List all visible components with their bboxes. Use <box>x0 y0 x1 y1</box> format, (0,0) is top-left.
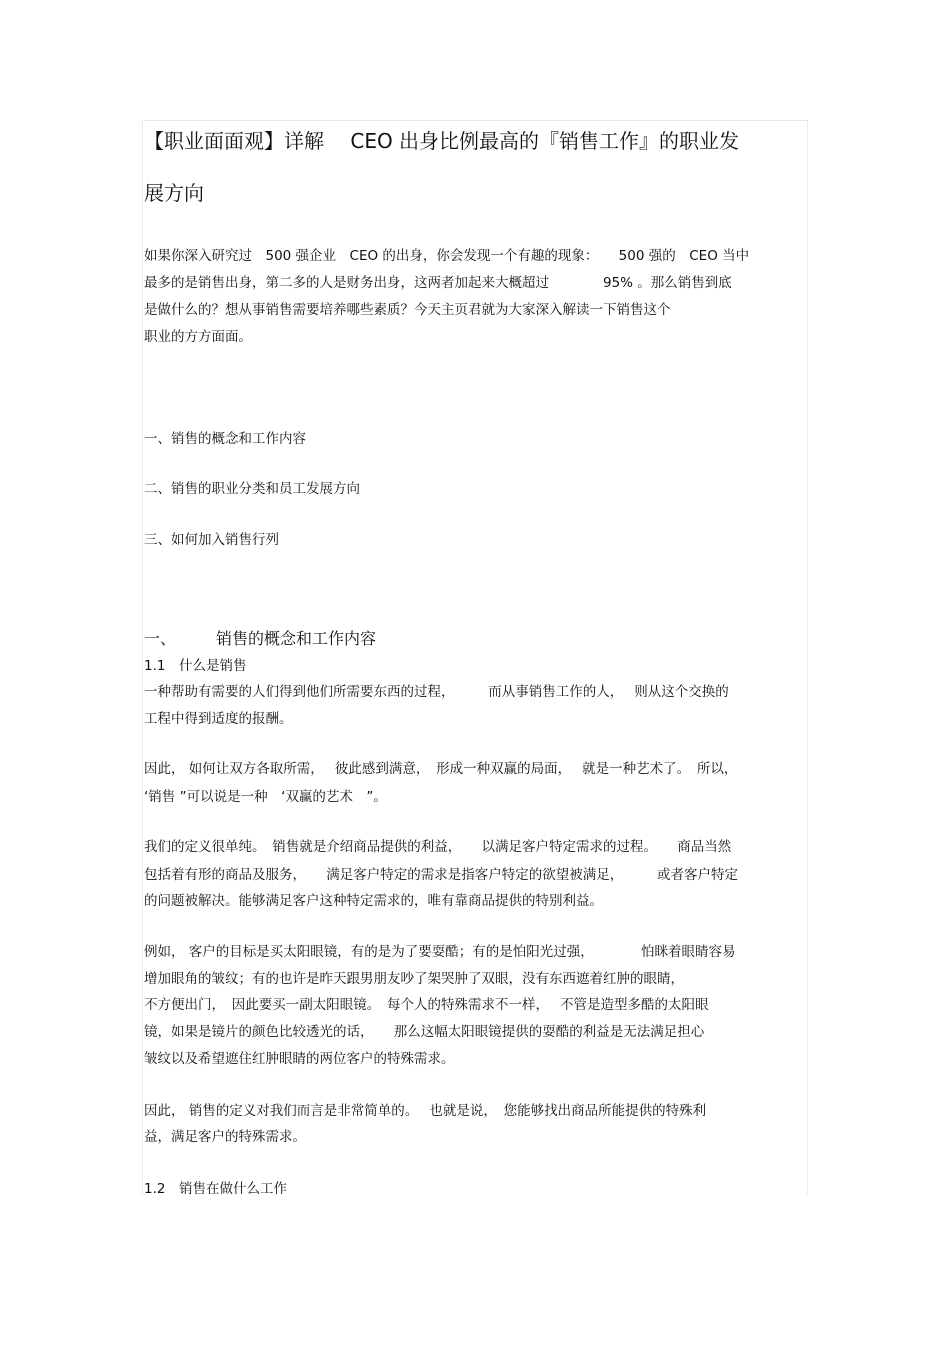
section-1-heading: 一、 销售的概念和工作内容 <box>144 629 377 648</box>
intro-line-2: 最多的是销售出身，第二多的人是财务出身，这两者加起来大概超过 95% 。那么销售到底 <box>144 275 732 291</box>
page-title-line-1: 【职业面面观】详解 CEO 出身比例最高的『销售工作』的职业发 <box>144 129 740 153</box>
para4-line-2: 增加眼角的皱纹；有的也许是昨天跟男朋友吵了架哭肿了双眼，没有东西遮着红肿的眼睛， <box>144 971 684 987</box>
para4-line-3: 不方便出门， 因此要买一副太阳眼镜。 每个人的特殊需求不一样， 不管是造型多酷的太阳眼 <box>144 997 709 1013</box>
para2-line-2: ‘销售 ”可以说是一种 ‘双赢的艺术 ”。 <box>144 789 387 805</box>
intro-line-1: 如果你深入研究过 500 强企业 CEO 的出身，你会发现一个有趣的现象： 500 强的 CEO 当中 <box>144 248 750 264</box>
para1-line-1: 一种帮助有需要的人们得到他们所需要东西的过程， 而从事销售工作的人， 则从这个交换的 <box>144 684 729 700</box>
para4-line-4: 镜，如果是镜片的颜色比较透光的话， 那么这幅太阳眼镜提供的耍酷的利益是无法满足担心 <box>144 1024 705 1040</box>
para4-line-1: 例如， 客户的目标是买太阳眼镜，有的是为了要耍酷；有的是怕阳光过强， 怕眯着眼睛容易 <box>144 944 736 960</box>
para3-line-2: 包括着有形的商品及服务， 满足客户特定的需求是指客户特定的欲望被满足， 或者客户特定 <box>144 867 738 883</box>
para1-line-2: 工程中得到适度的报酬。 <box>144 711 293 727</box>
toc-item-3: 三、如何加入销售行列 <box>144 532 279 548</box>
para5-line-2: 益，满足客户的特殊需求。 <box>144 1129 306 1145</box>
subsection-1-2-heading: 1.2 销售在做什么工作 <box>144 1181 287 1197</box>
subsection-1-1-heading: 1.1 什么是销售 <box>144 658 247 674</box>
page-title-line-2: 展方向 <box>144 181 204 205</box>
para3-line-3: 的问题被解决。能够满足客户这种特定需求的，唯有靠商品提供的特别利益。 <box>144 893 603 909</box>
para3-line-1: 我们的定义很单纯。 销售就是介绍商品提供的利益， 以满足客户特定需求的过程。 商品当然 <box>144 839 732 855</box>
intro-line-4: 职业的方方面面。 <box>144 329 252 345</box>
para2-line-1: 因此， 如何让双方各取所需， 彼此感到满意， 形成一种双赢的局面， 就是一种艺术了。 所以， <box>144 761 738 777</box>
intro-line-3: 是做什么的？想从事销售需要培养哪些素质？今天主页君就为大家深入解读一下销售这个 <box>144 302 671 318</box>
para5-line-1: 因此， 销售的定义对我们而言是非常简单的。 也就是说， 您能够找出商品所能提供的特殊利 <box>144 1103 707 1119</box>
para4-line-5: 皱纹以及希望遮住红肿眼睛的两位客户的特殊需求。 <box>144 1051 455 1067</box>
toc-item-1: 一、销售的概念和工作内容 <box>144 431 306 447</box>
toc-item-2: 二、销售的职业分类和员工发展方向 <box>144 481 360 497</box>
